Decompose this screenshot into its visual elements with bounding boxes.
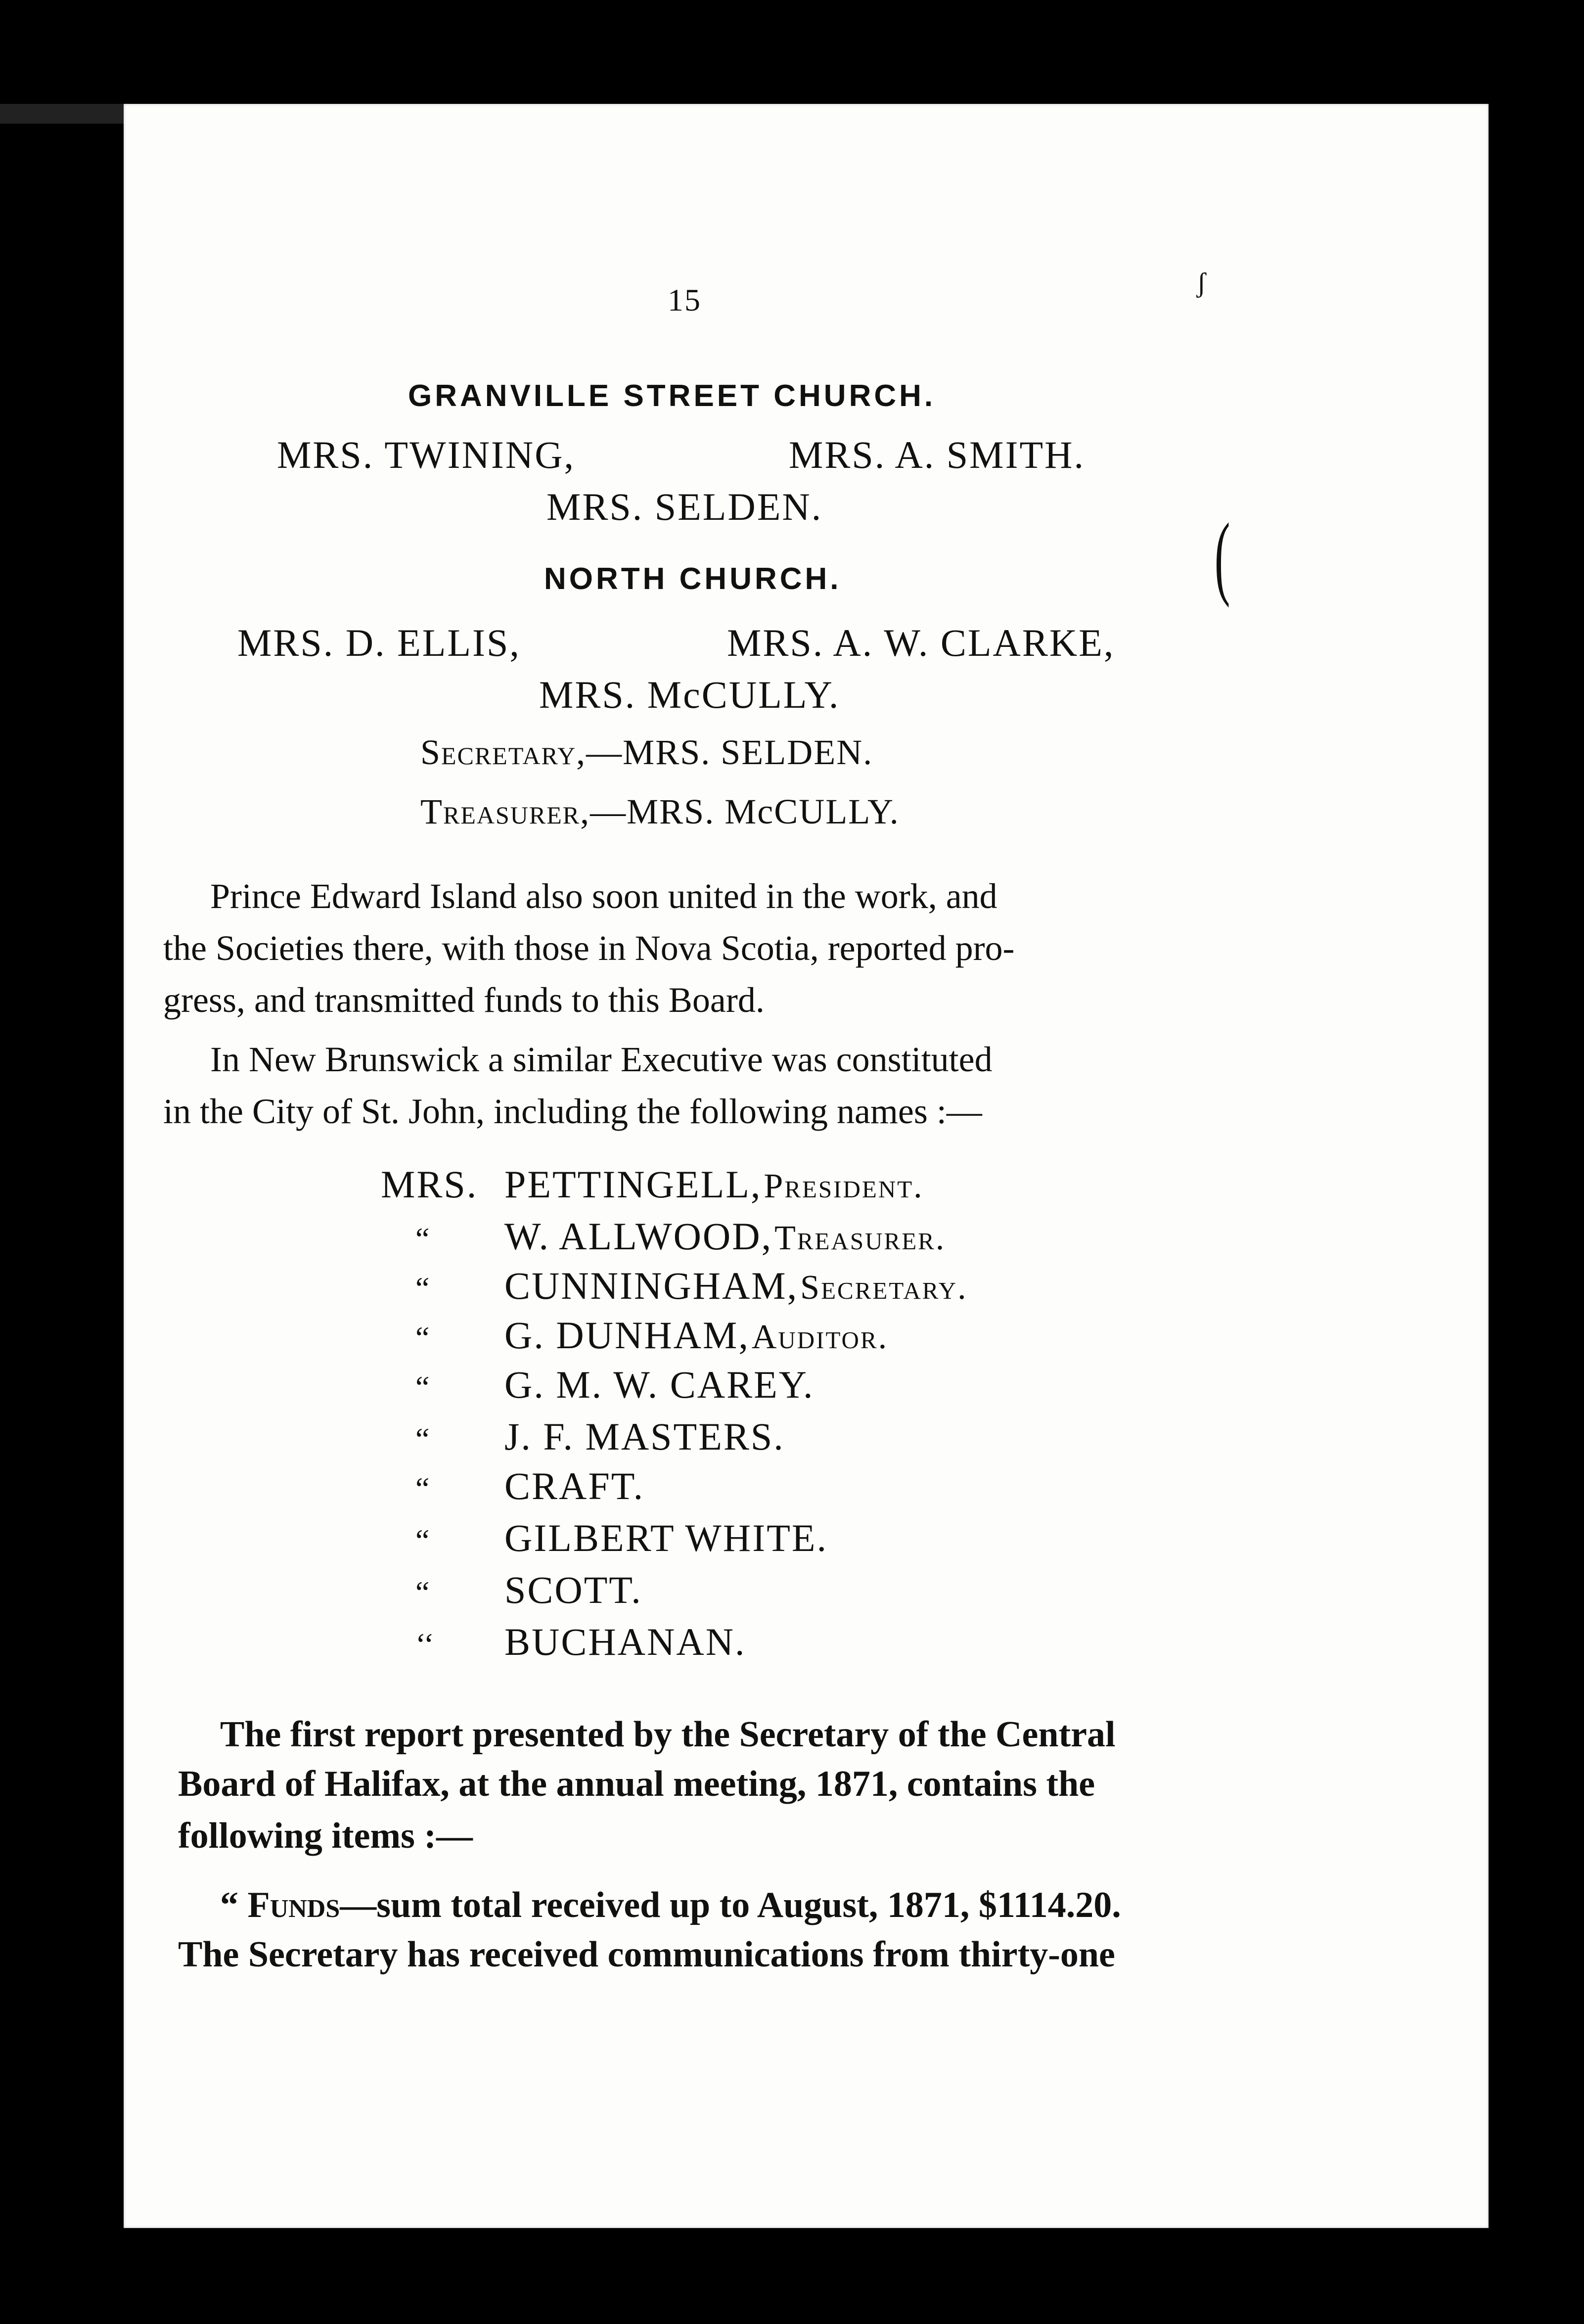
member-row bbox=[415, 1620, 746, 1664]
member-row bbox=[415, 1414, 785, 1459]
member-row bbox=[415, 1313, 888, 1358]
ditto-mark: “ bbox=[415, 1421, 430, 1457]
book-page bbox=[124, 104, 1489, 2228]
member-row bbox=[381, 1162, 924, 1207]
ditto-mark: “ bbox=[415, 1471, 430, 1506]
member-name: G. M. W. CAREY. bbox=[504, 1363, 815, 1406]
member-name: BUCHANAN. bbox=[504, 1620, 746, 1663]
granville-name-3: MRS. SELDEN. bbox=[546, 485, 823, 528]
ditto-mark: “ bbox=[415, 1575, 430, 1610]
secretary-name: —MRS. SELDEN. bbox=[586, 732, 873, 772]
ditto-mark: “ bbox=[415, 1320, 430, 1355]
secretary-label: Secretary, bbox=[420, 732, 587, 772]
member-row bbox=[415, 1264, 968, 1308]
paragraph-pei-line-3: gress, and transmitted funds to this Board. bbox=[163, 980, 765, 1020]
member-role: President. bbox=[764, 1167, 924, 1205]
ditto-mark: ‘‘ bbox=[415, 1627, 434, 1662]
member-name: J. F. MASTERS. bbox=[504, 1415, 785, 1458]
granville-name-1: MRS. TWINING, bbox=[277, 433, 576, 476]
scan-border-edge bbox=[0, 104, 124, 124]
member-name: PETTINGELL, bbox=[504, 1163, 762, 1206]
funds-text: —sum total received up to August, 1871, $1114.20. bbox=[340, 1885, 1121, 1925]
paragraph-nb-line-2: in the City of St. John, including the following names :— bbox=[163, 1092, 982, 1131]
granville-name-2: MRS. A. SMITH. bbox=[789, 433, 1085, 476]
member-role: Auditor. bbox=[751, 1318, 889, 1356]
member-row bbox=[415, 1464, 644, 1508]
north-name-2: MRS. A. W. CLARKE, bbox=[727, 621, 1115, 664]
member-row bbox=[415, 1516, 828, 1560]
ditto-mark: “ bbox=[415, 1271, 430, 1306]
page-number: 15 bbox=[668, 282, 701, 318]
ditto-mark: “ bbox=[415, 1369, 430, 1405]
secretary-line bbox=[420, 732, 873, 773]
section-heading-granville: GRANVILLE STREET CHURCH. bbox=[408, 379, 936, 413]
member-role: Secretary. bbox=[800, 1269, 968, 1307]
paragraph-report-line-2: Board of Halifax, at the annual meeting, 1871, contains the bbox=[178, 1764, 1095, 1804]
member-name: W. ALLWOOD, bbox=[504, 1215, 773, 1258]
margin-tick-mark: ʃ bbox=[1197, 268, 1206, 298]
section-heading-north: NORTH CHURCH. bbox=[544, 562, 842, 596]
member-name: SCOTT. bbox=[504, 1568, 642, 1611]
paragraph-report-line-3: following items :— bbox=[178, 1816, 473, 1856]
north-name-3: MRS. McCULLY. bbox=[539, 673, 840, 716]
member-row bbox=[415, 1214, 946, 1259]
open-quote: “ bbox=[220, 1885, 238, 1925]
member-name: G. DUNHAM, bbox=[504, 1314, 750, 1357]
treasurer-line bbox=[420, 791, 900, 832]
north-name-1: MRS. D. ELLIS, bbox=[237, 621, 521, 664]
member-row bbox=[415, 1568, 642, 1612]
paragraph-nb-line-1: In New Brunswick a similar Executive was constituted bbox=[210, 1040, 993, 1079]
paragraph-funds-line-1 bbox=[220, 1879, 1121, 1931]
ditto-mark: “ bbox=[415, 1523, 430, 1558]
funds-label: Funds bbox=[247, 1885, 340, 1925]
member-role: Treasurer. bbox=[774, 1219, 946, 1257]
ditto-mark: “ bbox=[415, 1221, 430, 1256]
paragraph-funds-line-2: The Secretary has received communications from thirty-one bbox=[178, 1934, 1115, 1975]
treasurer-name: —MRS. McCULLY. bbox=[590, 792, 900, 831]
margin-bracket-mark: ( bbox=[1214, 504, 1230, 608]
member-name: CRAFT. bbox=[504, 1464, 645, 1507]
member-prefix: MRS. bbox=[381, 1163, 478, 1206]
paragraph-report-line-1: The first report presented by the Secretary of the Central bbox=[220, 1714, 1116, 1755]
member-name: CUNNINGHAM, bbox=[504, 1264, 799, 1307]
member-row bbox=[415, 1363, 815, 1407]
treasurer-label: Treasurer, bbox=[420, 792, 590, 831]
member-name: GILBERT WHITE. bbox=[504, 1516, 828, 1559]
paragraph-pei-line-2: the Societies there, with those in Nova Scotia, reported pro- bbox=[163, 928, 1015, 968]
paragraph-pei-line-1: Prince Edward Island also soon united in the work, and bbox=[210, 876, 997, 916]
